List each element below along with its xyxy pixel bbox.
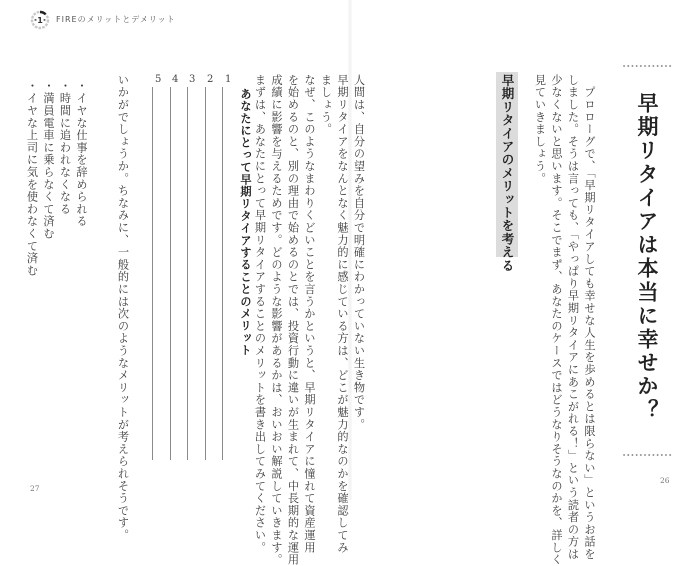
worksheet-number-5: 5 bbox=[155, 74, 162, 85]
intro-paragraph bbox=[531, 74, 597, 566]
page-number-left: 27 bbox=[30, 484, 40, 493]
benefit-item: ・イヤな上司に気を使わなくて済む bbox=[25, 80, 39, 277]
worksheet-answer-line-5[interactable] bbox=[152, 87, 153, 460]
paragraph-line: ましょう。 bbox=[319, 74, 333, 136]
title-bottom-dotted-rule bbox=[622, 454, 672, 456]
section-heading: 早期リタイアのメリットを考える bbox=[496, 72, 518, 257]
worksheet-answer-line-2[interactable] bbox=[205, 87, 206, 460]
worksheet-answer-line-4[interactable] bbox=[170, 87, 171, 460]
worksheet-heading: あなたにとって早期リタイアすることのメリット bbox=[239, 88, 252, 357]
worksheet-number-1: 1 bbox=[225, 74, 232, 85]
intro-line: プロローグで、「早期リタイアしても幸せな人生を歩めるとは限らない」というお話を bbox=[583, 74, 596, 561]
worksheet-number-2: 2 bbox=[207, 74, 214, 85]
benefit-item: ・満員電車に乗らなくて済む bbox=[42, 80, 55, 240]
page-title: 早期リタイアは本当に幸せか？ bbox=[635, 92, 659, 423]
intro-line: 見ていきましょう。 bbox=[533, 74, 547, 185]
worksheet-answer-line-3[interactable] bbox=[187, 87, 188, 460]
running-header-title: FIREのメリットとデメリット bbox=[56, 15, 176, 24]
paragraph-line: 人間は、自分の望みを自分で明確にわかっていない生き物です。 bbox=[352, 74, 366, 431]
paragraph-line: まずは、あなたにとって早期リタイアすることのメリットを書き出してみてください。 bbox=[253, 74, 267, 554]
worksheet-answer-line-1[interactable] bbox=[222, 87, 223, 460]
paragraph-line: 成績に影響を与えるためです。どのような影響があるかは、おいおい解説していきます。 bbox=[270, 74, 283, 566]
paragraph-line: を始めるのと、別の理由で始めるのとでは、投資行動に違いが生まれて、中長期的な運用 bbox=[286, 74, 300, 566]
section-paragraph bbox=[251, 74, 367, 566]
intro-line: 少なくないと思います。そこでまず、あなたのケースではどうなりそうなのかを、詳しく bbox=[550, 74, 563, 566]
paragraph-line: なぜ、このようなまわりくどいことを言うかというと、早期リタイアに憧れて資産運用 bbox=[303, 74, 316, 554]
title-top-dotted-rule bbox=[622, 65, 672, 67]
closing-paragraph: いかがでしょうか。ちなみに、一般的には次のようなメリットが考えられそうです。 bbox=[116, 74, 130, 542]
benefit-item: ・イヤな仕事を辞められる bbox=[75, 80, 88, 228]
worksheet-number-4: 4 bbox=[172, 74, 179, 85]
page-number-right: 26 bbox=[660, 476, 670, 485]
intro-line: しました。そうは言っても、「やっぱり早期リタイアにあこがれる！」という読者の方は bbox=[566, 74, 580, 561]
paragraph-line: 早期リタイアをなんとなく魅力的に感じている方は、どこが魅力的なのかを確認してみ bbox=[336, 74, 349, 554]
chapter-progress-ring-icon bbox=[30, 10, 50, 30]
worksheet-number-3: 3 bbox=[189, 74, 196, 85]
benefit-item: ・時間に追われなくなる bbox=[58, 80, 72, 216]
chapter-number: 1 bbox=[37, 16, 43, 25]
benefits-list bbox=[23, 80, 89, 277]
